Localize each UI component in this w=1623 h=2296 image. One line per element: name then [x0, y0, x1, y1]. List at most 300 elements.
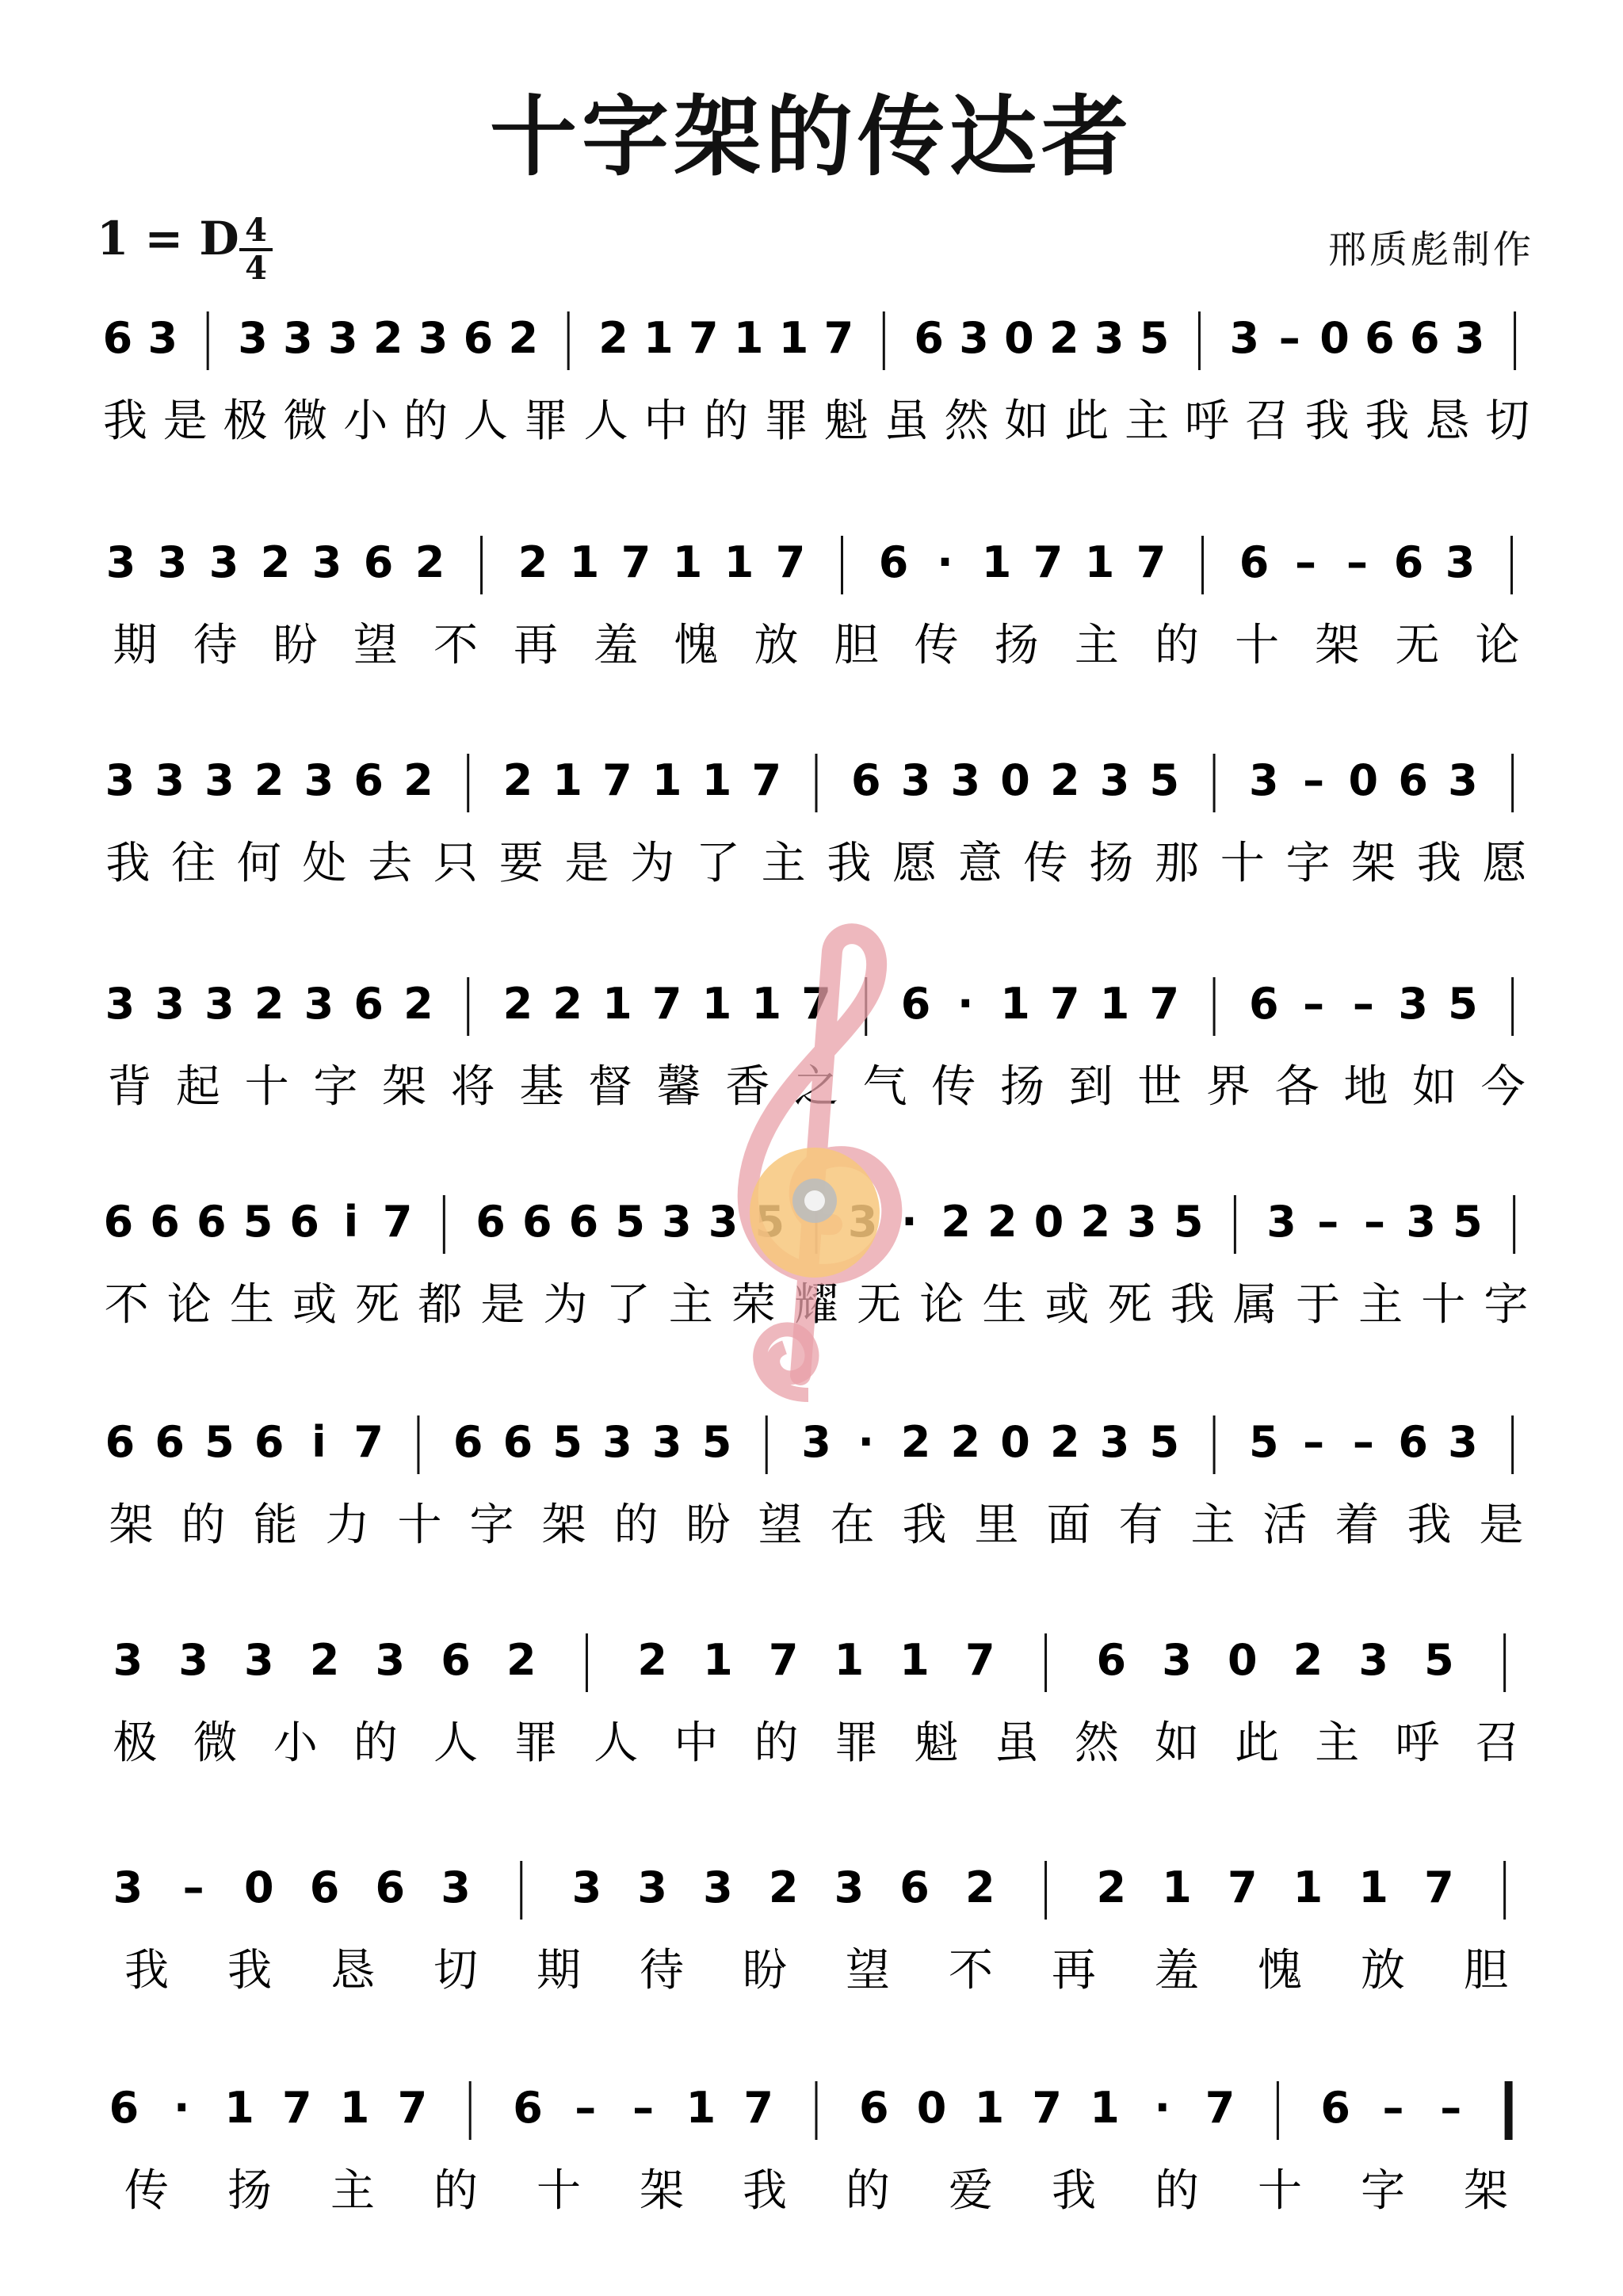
note: 3	[950, 755, 981, 805]
lyric-char: 期	[113, 620, 158, 671]
lyric-char: 盼	[743, 1945, 787, 1996]
note: 1	[339, 2083, 370, 2133]
note: 2	[552, 979, 582, 1029]
note: ·	[1154, 2083, 1171, 2133]
note: 5	[1424, 1635, 1454, 1685]
lyric-char: 主	[1315, 1717, 1360, 1769]
note: ·	[937, 537, 953, 587]
lyric-char: 不	[104, 1279, 149, 1331]
note: 1	[569, 537, 600, 587]
lyric-char: 虽	[884, 395, 929, 447]
note: 2	[260, 537, 291, 587]
lyric-char: 胆	[1464, 1945, 1508, 1996]
note: 6	[513, 2083, 543, 2133]
lyric-char: 的	[1155, 620, 1199, 671]
lyric-char: 为	[543, 1279, 588, 1331]
note: ·	[857, 1417, 875, 1467]
note: 5	[1249, 1417, 1279, 1467]
lyric-char: 论	[166, 1279, 212, 1331]
lyric-char: 不	[949, 1945, 993, 1996]
lyric-char: 微	[193, 1717, 238, 1769]
lyric-char: 之	[794, 1061, 838, 1113]
note: 7	[775, 537, 806, 587]
lyric-char: 基	[519, 1061, 564, 1113]
note: –	[575, 2083, 597, 2133]
lyric-char: 切	[1485, 395, 1530, 447]
note: 1	[552, 755, 582, 805]
note: 7	[965, 1635, 995, 1685]
note: 0	[244, 1862, 274, 1912]
note: 6	[1398, 1417, 1428, 1467]
note: 3	[1266, 1197, 1296, 1247]
note: 6	[900, 979, 931, 1029]
lyric-char: 主	[761, 838, 806, 889]
note: 2	[414, 537, 445, 587]
note: 5	[1173, 1197, 1204, 1247]
lyric-char: 扬	[994, 620, 1039, 671]
lyric-char: 活	[1262, 1499, 1308, 1551]
note: 6	[878, 537, 909, 587]
note: 6	[1365, 313, 1395, 363]
lyric-char: 传	[1023, 838, 1068, 889]
note: 3	[1358, 1635, 1388, 1685]
lyric-char: 世	[1137, 1061, 1182, 1113]
lyric-char: 架	[541, 1499, 586, 1551]
note: 6	[155, 1417, 185, 1467]
lyric-char: 罪	[834, 1717, 879, 1769]
note: 0	[1348, 755, 1379, 805]
lyric-char: 扬	[1000, 1061, 1044, 1113]
lyric-char: 的	[846, 2165, 890, 2217]
lyric-char: 各	[1274, 1061, 1319, 1113]
lyric-char: 或	[292, 1279, 337, 1331]
lyric-char: 架	[382, 1061, 426, 1113]
note: 6	[1398, 755, 1428, 805]
note: 2	[508, 313, 539, 363]
note: 6	[103, 1197, 134, 1247]
lyric-char: 的	[403, 395, 449, 447]
lyric-char: 架	[1351, 838, 1396, 889]
note: 2	[637, 1635, 667, 1685]
note: 3	[801, 1417, 831, 1467]
lyric-char: 的	[1155, 2165, 1199, 2217]
lyric-char: 十	[1235, 620, 1280, 671]
note: 5	[615, 1197, 645, 1247]
lyric-char: 愿	[892, 838, 938, 889]
note: 7	[801, 979, 831, 1029]
note: 7	[621, 537, 651, 587]
note: 7	[1149, 979, 1180, 1029]
note: 3	[1229, 313, 1260, 363]
note: 2	[403, 979, 433, 1029]
lyric-char: 要	[498, 838, 544, 889]
note: 0	[1033, 1197, 1064, 1247]
note: 1	[701, 755, 732, 805]
lyric-char: 字	[313, 1061, 358, 1113]
note: 0	[1000, 755, 1030, 805]
lyric-char: 愧	[1258, 1945, 1302, 1996]
note: 3	[105, 755, 136, 805]
lyric-char: 我	[105, 838, 151, 889]
lyric-char: 中	[643, 395, 689, 447]
lyric-char: 恳	[330, 1945, 375, 1996]
note: 6	[463, 313, 494, 363]
note: 3	[1249, 755, 1279, 805]
note: 3	[571, 1862, 602, 1912]
note: –	[1364, 1197, 1386, 1247]
lyric-char: 望	[846, 1945, 890, 1996]
note: 2	[502, 979, 533, 1029]
lyric-char: 的	[754, 1717, 799, 1769]
lyric-char: 然	[944, 395, 989, 447]
lyric-char: 意	[957, 838, 1002, 889]
note: 3	[113, 1862, 143, 1912]
note: 3	[703, 1862, 733, 1912]
lyric-char: 我	[1304, 395, 1350, 447]
lyric-char: 荣	[731, 1279, 776, 1331]
note: 1	[224, 2083, 254, 2133]
lyric-char: 罪	[514, 1717, 559, 1769]
note: 3	[1445, 537, 1476, 587]
note: –	[1303, 755, 1325, 805]
note: 5	[1448, 979, 1478, 1029]
note: 3	[1406, 1197, 1437, 1247]
note: 2	[950, 1417, 981, 1467]
note: 1	[724, 537, 754, 587]
lyric-char: 着	[1335, 1499, 1380, 1551]
note: 3	[1099, 755, 1130, 805]
note: 3	[304, 979, 334, 1029]
note: 7	[689, 313, 719, 363]
lyric-char: 能	[253, 1499, 298, 1551]
lyric-char: 此	[1235, 1717, 1280, 1769]
note: 6	[150, 1197, 180, 1247]
lyric-char: 将	[450, 1061, 495, 1113]
note: –	[1317, 1197, 1339, 1247]
lyric-char: 中	[674, 1717, 719, 1769]
note: 2	[598, 313, 628, 363]
lyric-char: 切	[433, 1945, 478, 1996]
note: –	[1295, 537, 1316, 587]
note: 2	[1080, 1197, 1111, 1247]
note: 6	[502, 1417, 533, 1467]
lyric-char: 主	[330, 2165, 375, 2217]
note: 2	[900, 1417, 931, 1467]
lyric-char: 人	[463, 395, 508, 447]
note: 2	[987, 1197, 1018, 1247]
lyric-char: 待	[640, 1945, 684, 1996]
lyric-char: 羞	[594, 620, 639, 671]
lyric-char: 字	[469, 1499, 514, 1551]
note: 1	[1090, 2083, 1120, 2133]
lyric-char: 我	[1170, 1279, 1215, 1331]
lyric-char: 为	[630, 838, 675, 889]
lyric-char: 如	[1004, 395, 1049, 447]
lyric-char: 背	[107, 1061, 152, 1113]
lyric-char: 那	[1155, 838, 1199, 889]
note: 1	[751, 979, 782, 1029]
note: 6	[102, 313, 133, 363]
note: 1	[974, 2083, 1005, 2133]
note: 6	[441, 1635, 471, 1685]
note: 6	[1320, 2083, 1350, 2133]
note: 7	[397, 2083, 428, 2133]
lyric-char: 放	[754, 620, 799, 671]
lyric-char: 的	[613, 1499, 659, 1551]
note: 2	[372, 313, 403, 363]
lyric-char: 我	[743, 2165, 787, 2217]
lyric-char: 我	[1416, 838, 1461, 889]
lyric-char: 只	[433, 838, 478, 889]
lyric-char: 召	[1475, 1717, 1520, 1769]
lyric-char: 呼	[1184, 395, 1229, 447]
lyric-char: 爱	[949, 2165, 993, 2217]
lyric-char: 扬	[1089, 838, 1134, 889]
lyric-char: 魁	[914, 1717, 959, 1769]
note: 2	[254, 755, 285, 805]
note: 7	[353, 1417, 384, 1467]
lyric-char: 不	[433, 620, 478, 671]
note: 1	[643, 313, 674, 363]
note: –	[1303, 1417, 1325, 1467]
lyric-char: 于	[1296, 1279, 1341, 1331]
lyric-char: 去	[368, 838, 413, 889]
note: 7	[382, 1197, 413, 1247]
note: ·	[957, 979, 974, 1029]
note: 6	[309, 1862, 340, 1912]
note: 5	[1149, 1417, 1180, 1467]
lyric-char: 愧	[674, 620, 719, 671]
note: 6	[1393, 537, 1424, 587]
note: 0	[916, 2083, 947, 2133]
author-credit: 邢质彪制作	[1327, 227, 1534, 272]
lyric-char: 十	[1421, 1279, 1466, 1331]
note: –	[1346, 537, 1368, 587]
note: 3	[662, 1197, 692, 1247]
lyric-char: 愿	[1482, 838, 1527, 889]
note: 3	[1099, 1417, 1130, 1467]
lyric-char: 传	[124, 2165, 169, 2217]
note: 6	[353, 755, 384, 805]
note: 3	[304, 755, 334, 805]
note: 2	[1096, 1862, 1127, 1912]
note: 3	[651, 1417, 682, 1467]
lyric-char: 主	[668, 1279, 713, 1331]
lyric-char: 香	[725, 1061, 770, 1113]
note: 3	[959, 313, 989, 363]
lyric-char: 无	[857, 1279, 902, 1331]
note: ·	[901, 1197, 918, 1247]
note: 6	[850, 755, 881, 805]
note: 2	[1050, 1417, 1080, 1467]
note: 1	[778, 313, 809, 363]
note: 1	[685, 2083, 716, 2133]
note: –	[1352, 1417, 1374, 1467]
note: 3	[204, 755, 235, 805]
note: 3	[157, 537, 188, 587]
lyric-char: 主	[1074, 620, 1119, 671]
lyric-char: 羞	[1155, 1945, 1199, 1996]
note: 3	[113, 1635, 143, 1685]
note: 5	[1149, 755, 1180, 805]
lyric-char: 再	[514, 620, 559, 671]
note: 1	[1358, 1862, 1388, 1912]
lyric-char: 我	[1365, 395, 1410, 447]
note: 2	[517, 537, 548, 587]
note: 7	[1136, 537, 1167, 587]
lyric-char: 罪	[764, 395, 809, 447]
note: 1	[1000, 979, 1030, 1029]
note: 5	[552, 1417, 582, 1467]
lyric-char: 再	[1052, 1945, 1096, 1996]
treble-clef-watermark-icon	[713, 919, 919, 1411]
note: 3	[1398, 979, 1428, 1029]
note: 2	[403, 755, 433, 805]
note: 7	[1205, 2083, 1235, 2133]
note: i	[343, 1197, 359, 1247]
note: 6	[375, 1862, 406, 1912]
lyric-char: 论	[1475, 620, 1520, 671]
note: 6	[475, 1197, 506, 1247]
lyric-char: 的	[181, 1499, 226, 1551]
note: 1	[672, 537, 703, 587]
note: 3	[1448, 755, 1478, 805]
note: 0	[1004, 313, 1034, 363]
note: –	[1278, 313, 1300, 363]
note: 3	[155, 755, 185, 805]
lyric-char: 处	[302, 838, 347, 889]
note: 2	[965, 1862, 995, 1912]
lyric-char: 架	[1464, 2165, 1508, 2217]
note: 1	[1293, 1862, 1323, 1912]
lyric-char: 字	[1285, 838, 1331, 889]
lyric-char: 耀	[794, 1279, 838, 1331]
lyric-char: 十	[1220, 838, 1265, 889]
note: 3	[328, 313, 358, 363]
note: 1	[834, 1635, 865, 1685]
lyric-char: 召	[1244, 395, 1289, 447]
lyric-char: 是	[564, 838, 609, 889]
note: 1	[733, 313, 764, 363]
lyric-char: 虽	[994, 1717, 1039, 1769]
lyric-char: 十	[537, 2165, 581, 2217]
note: 1	[981, 537, 1012, 587]
note: 6	[453, 1417, 483, 1467]
note: 6	[1239, 537, 1270, 587]
note: 3	[900, 755, 931, 805]
note: 3	[244, 1635, 274, 1685]
note: 1	[651, 755, 682, 805]
note: 5	[1139, 313, 1170, 363]
lyric-char: 馨	[656, 1061, 701, 1113]
lyric-char: 死	[1107, 1279, 1152, 1331]
note: 2	[309, 1635, 340, 1685]
note: 6	[353, 979, 384, 1029]
lyric-char: 无	[1395, 620, 1440, 671]
score-title: 十字架的传达者	[490, 86, 1133, 188]
time-signature-bottom: 4	[245, 250, 267, 287]
note: 7	[823, 313, 854, 363]
note: –	[1303, 979, 1325, 1029]
note: 1	[1084, 537, 1115, 587]
lyric-char: 微	[283, 395, 328, 447]
lyric-char: 我	[902, 1499, 947, 1551]
note: 6	[254, 1417, 285, 1467]
lyric-char: 如	[1155, 1717, 1199, 1769]
note: 3	[105, 979, 136, 1029]
note: 7	[602, 755, 632, 805]
lyric-char: 主	[1125, 395, 1170, 447]
lyric-char: 如	[1412, 1061, 1457, 1113]
lyric-char: 我	[827, 838, 872, 889]
note: 6	[289, 1197, 319, 1247]
note: 5	[242, 1197, 273, 1247]
note: 0	[1319, 313, 1350, 363]
lyric-char: 力	[325, 1499, 370, 1551]
note: 3	[311, 537, 342, 587]
lyric-char: 今	[1480, 1061, 1526, 1113]
note: –	[1382, 2083, 1404, 2133]
lyric-char: 论	[919, 1279, 964, 1331]
note: 3	[1448, 1417, 1478, 1467]
note: 3	[1454, 313, 1485, 363]
lyric-char: 罪	[523, 395, 568, 447]
lyric-char: 我	[102, 395, 147, 447]
lyric-char: 我	[227, 1945, 272, 1996]
note: 6	[1096, 1635, 1127, 1685]
lyric-char: 期	[537, 1945, 581, 1996]
note: 5	[1453, 1197, 1483, 1247]
lyric-char: 是	[1479, 1499, 1524, 1551]
lyric-char: 或	[1044, 1279, 1090, 1331]
lyric-char: 是	[162, 395, 208, 447]
lyric-char: 传	[914, 620, 959, 671]
lyric-char: 人	[594, 1717, 639, 1769]
note: 3	[834, 1862, 865, 1912]
note: 6	[105, 1417, 136, 1467]
lyric-char: 盼	[273, 620, 318, 671]
note: 1	[701, 979, 732, 1029]
lyric-char: 有	[1118, 1499, 1163, 1551]
note: 3	[208, 537, 239, 587]
note: 2	[254, 979, 285, 1029]
lyric-char: 小	[343, 395, 388, 447]
lyric-char: 生	[229, 1279, 274, 1331]
note: 2	[768, 1862, 799, 1912]
note: 6	[859, 2083, 889, 2133]
lyric-char: 极	[223, 395, 268, 447]
lyric-char: 死	[355, 1279, 400, 1331]
note: 7	[768, 1635, 799, 1685]
lyric-char: 极	[113, 1717, 158, 1769]
note: –	[1352, 979, 1374, 1029]
note: 5	[701, 1417, 732, 1467]
note: 1	[1099, 979, 1130, 1029]
note: 6	[914, 313, 944, 363]
note: 3	[708, 1197, 739, 1247]
note: 6	[899, 1862, 930, 1912]
lyric-char: 十	[244, 1061, 289, 1113]
note: 6	[363, 537, 394, 587]
note: 3	[375, 1635, 406, 1685]
note: 0	[1000, 1417, 1030, 1467]
lyric-char: 望	[758, 1499, 803, 1551]
note: 2	[941, 1197, 971, 1247]
lyric-char: 我	[1052, 2165, 1096, 2217]
note: 1	[602, 979, 632, 1029]
key-signature: 1 = D	[97, 212, 239, 266]
note: 7	[282, 2083, 312, 2133]
